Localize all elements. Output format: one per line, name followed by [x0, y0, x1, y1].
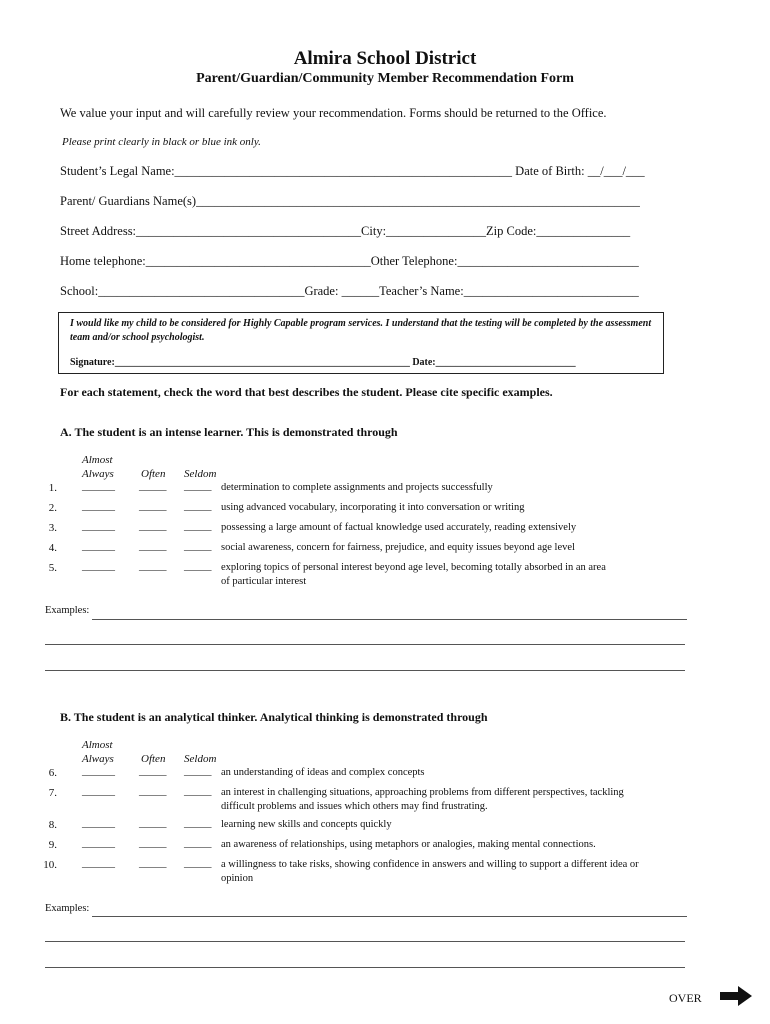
seldom-blank[interactable]: _____	[184, 560, 212, 572]
col-always: Always	[82, 753, 114, 765]
item-number: 8.	[48, 819, 57, 831]
page-title: Almira School District	[293, 48, 477, 69]
often-blank[interactable]: _____	[139, 520, 167, 532]
telephone-field[interactable]: Home telephone:____________________________________Other Telephone:_____________________________	[60, 254, 639, 268]
almost-always-blank[interactable]: ______	[82, 500, 115, 512]
often-blank[interactable]: _____	[139, 785, 167, 797]
item-text: a willingness to take risks, showing confidence in answers and willing to support a different idea or opinion	[221, 859, 639, 884]
col-often: Often	[141, 753, 166, 765]
almost-always-blank[interactable]: ______	[82, 817, 115, 829]
often-blank[interactable]: _____	[139, 765, 167, 777]
section-a-title: A. The student is an intense learner. This is demonstrated through	[60, 425, 398, 439]
col-seldom: Seldom	[184, 468, 217, 480]
examples-line[interactable]	[45, 967, 685, 968]
col-almost: Almost	[82, 454, 113, 466]
often-blank[interactable]: _____	[139, 817, 167, 829]
item-text: determination to complete assignments and projects successfully	[221, 482, 493, 493]
item-number: 9.	[48, 839, 57, 851]
col-always: Always	[82, 468, 114, 480]
seldom-blank[interactable]: _____	[184, 857, 212, 869]
intro-text: We value your input and will carefully review your recommendation. Forms should be returned to the Office.	[60, 106, 607, 120]
seldom-blank[interactable]: _____	[184, 817, 212, 829]
seldom-blank[interactable]: _____	[184, 480, 212, 492]
col-seldom: Seldom	[184, 753, 217, 765]
item-number: 5.	[48, 562, 57, 574]
examples-label: Examples:	[45, 605, 90, 616]
seldom-blank[interactable]: _____	[184, 837, 212, 849]
examples-line[interactable]	[45, 644, 685, 645]
often-blank[interactable]: _____	[139, 480, 167, 492]
often-blank[interactable]: _____	[139, 500, 167, 512]
item-text: an awareness of relationships, using metaphors or analogies, making mental connections.	[221, 839, 596, 850]
often-blank[interactable]: _____	[139, 837, 167, 849]
section-b-title: B. The student is an analytical thinker. Analytical thinking is demonstrated through	[60, 710, 488, 724]
almost-always-blank[interactable]: ______	[82, 540, 115, 552]
almost-always-blank[interactable]: ______	[82, 480, 115, 492]
over-label: OVER	[669, 991, 702, 1005]
almost-always-blank[interactable]: ______	[82, 520, 115, 532]
seldom-blank[interactable]: _____	[184, 500, 212, 512]
often-blank[interactable]: _____	[139, 857, 167, 869]
examples-label: Examples:	[45, 903, 90, 914]
school-field[interactable]: School:_________________________________Grade: ______Teacher’s Name:____________________________	[60, 284, 639, 298]
student-name-field[interactable]: Student’s Legal Name:______________________________________________________ Date of Birth: __/___/___	[60, 164, 645, 178]
item-text: an interest in challenging situations, approaching problems from different perspectives, tackling difficult problems and issues which others may find frustrating.	[221, 787, 624, 812]
item-text: using advanced vocabulary, incorporating it into conversation or writing	[221, 502, 525, 513]
examples-line[interactable]	[92, 916, 687, 917]
item-text: exploring topics of personal interest beyond age level, becoming totally absorbed in an area of particular interest	[221, 562, 606, 587]
almost-always-blank[interactable]: ______	[82, 765, 115, 777]
seldom-blank[interactable]: _____	[184, 765, 212, 777]
almost-always-blank[interactable]: ______	[82, 857, 115, 869]
address-field[interactable]: Street Address:____________________________________City:________________Zip Code:_______________	[60, 224, 631, 238]
item-number: 4.	[48, 542, 57, 554]
form-subtitle: Parent/Guardian/Community Member Recommendation Form	[196, 71, 574, 86]
almost-always-blank[interactable]: ______	[82, 560, 115, 572]
item-number: 1.	[48, 482, 57, 494]
item-text: social awareness, concern for fairness, prejudice, and equity issues beyond age level	[221, 542, 575, 553]
ink-note: Please print clearly in black or blue ink only.	[62, 136, 261, 148]
seldom-blank[interactable]: _____	[184, 540, 212, 552]
signature-field[interactable]: Signature:___________________________________________________________ Date:____________________________	[70, 357, 576, 368]
instructions: For each statement, check the word that best describes the student. Please cite specific examples.	[60, 385, 553, 399]
parent-names-field[interactable]: Parent/ Guardians Name(s)_______________________________________________________________________	[60, 194, 640, 208]
almost-always-blank[interactable]: ______	[82, 837, 115, 849]
often-blank[interactable]: _____	[139, 560, 167, 572]
item-text: learning new skills and concepts quickly	[221, 819, 392, 830]
item-number: 3.	[48, 522, 57, 534]
consent-statement: I would like my child to be considered for Highly Capable program services. I understand that the testing will be completed by the assessment team and/or school psychologist.	[70, 318, 652, 343]
seldom-blank[interactable]: _____	[184, 785, 212, 797]
examples-line[interactable]	[92, 619, 687, 620]
item-number: 7.	[48, 787, 57, 799]
often-blank[interactable]: _____	[139, 540, 167, 552]
examples-line[interactable]	[45, 941, 685, 942]
item-text: an understanding of ideas and complex concepts	[221, 767, 425, 778]
item-number: 2.	[48, 502, 57, 514]
col-almost: Almost	[82, 739, 113, 751]
almost-always-blank[interactable]: ______	[82, 785, 115, 797]
examples-line[interactable]	[45, 670, 685, 671]
item-number: 10.	[43, 859, 57, 871]
right-arrow-icon	[720, 986, 752, 1006]
col-often: Often	[141, 468, 166, 480]
seldom-blank[interactable]: _____	[184, 520, 212, 532]
item-number: 6.	[48, 767, 57, 779]
item-text: possessing a large amount of factual knowledge used accurately, reading extensively	[221, 522, 577, 533]
